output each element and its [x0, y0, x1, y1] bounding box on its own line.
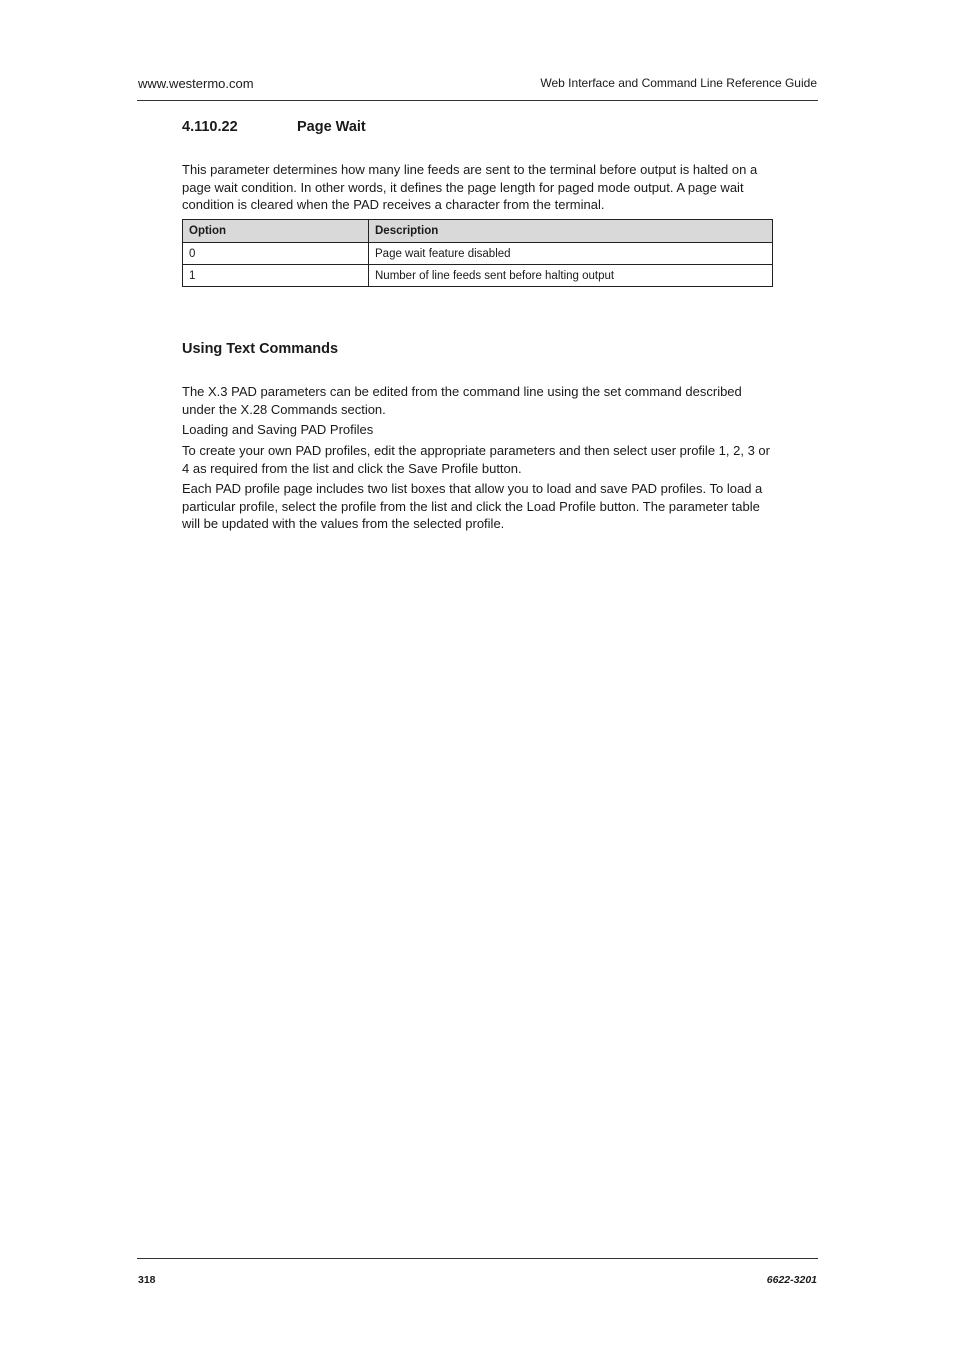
header-website: www.westermo.com [138, 76, 254, 91]
section-intro: This parameter determines how many line feeds are sent to the terminal before output is halted on a page wait condition. In other words, it defines the page length for paged mode output. A page wait condition is cleared when the PAD receives a character from the terminal. [182, 162, 758, 212]
option-cell: 0 [183, 243, 369, 265]
option-cell: 1 [183, 265, 369, 287]
section-title: Page Wait [297, 119, 366, 135]
header-divider [137, 100, 818, 101]
page-number: 318 [138, 1274, 156, 1286]
description-cell: Number of line feeds sent before halting output [369, 265, 773, 287]
column-header-option: Option [183, 220, 369, 243]
text-commands-paragraph-2: Loading and Saving PAD Profiles [182, 422, 374, 437]
section-number: 4.110.22 [182, 119, 238, 135]
text-commands-paragraph-1: The X.3 PAD parameters can be edited from the command line using the set command described under the X.28 Commands section. [182, 384, 742, 417]
table-header-row [183, 220, 773, 243]
text-commands-heading: Using Text Commands [182, 341, 339, 357]
text-commands-paragraph-4: Each PAD profile page includes two list boxes that allow you to load and save PAD profiles. To load a particular profile, select the profile from the list and click the Load Profile button. The parameter table will be updated with the values from the selected profile. [182, 481, 763, 531]
column-header-description: Description [369, 220, 773, 243]
table-row [183, 265, 773, 287]
header-guide-title: Web Interface and Command Line Reference Guide [540, 76, 817, 90]
document-number: 6622-3201 [766, 1274, 817, 1286]
options-table [182, 219, 773, 287]
description-cell: Page wait feature disabled [369, 243, 773, 265]
section-heading [182, 119, 366, 135]
footer-divider [137, 1258, 818, 1259]
text-commands-paragraph-3: To create your own PAD profiles, edit the appropriate parameters and then select user profile 1, 2, 3 or 4 as required from the list and click the Save Profile button. [182, 443, 770, 476]
table-row [183, 243, 773, 265]
